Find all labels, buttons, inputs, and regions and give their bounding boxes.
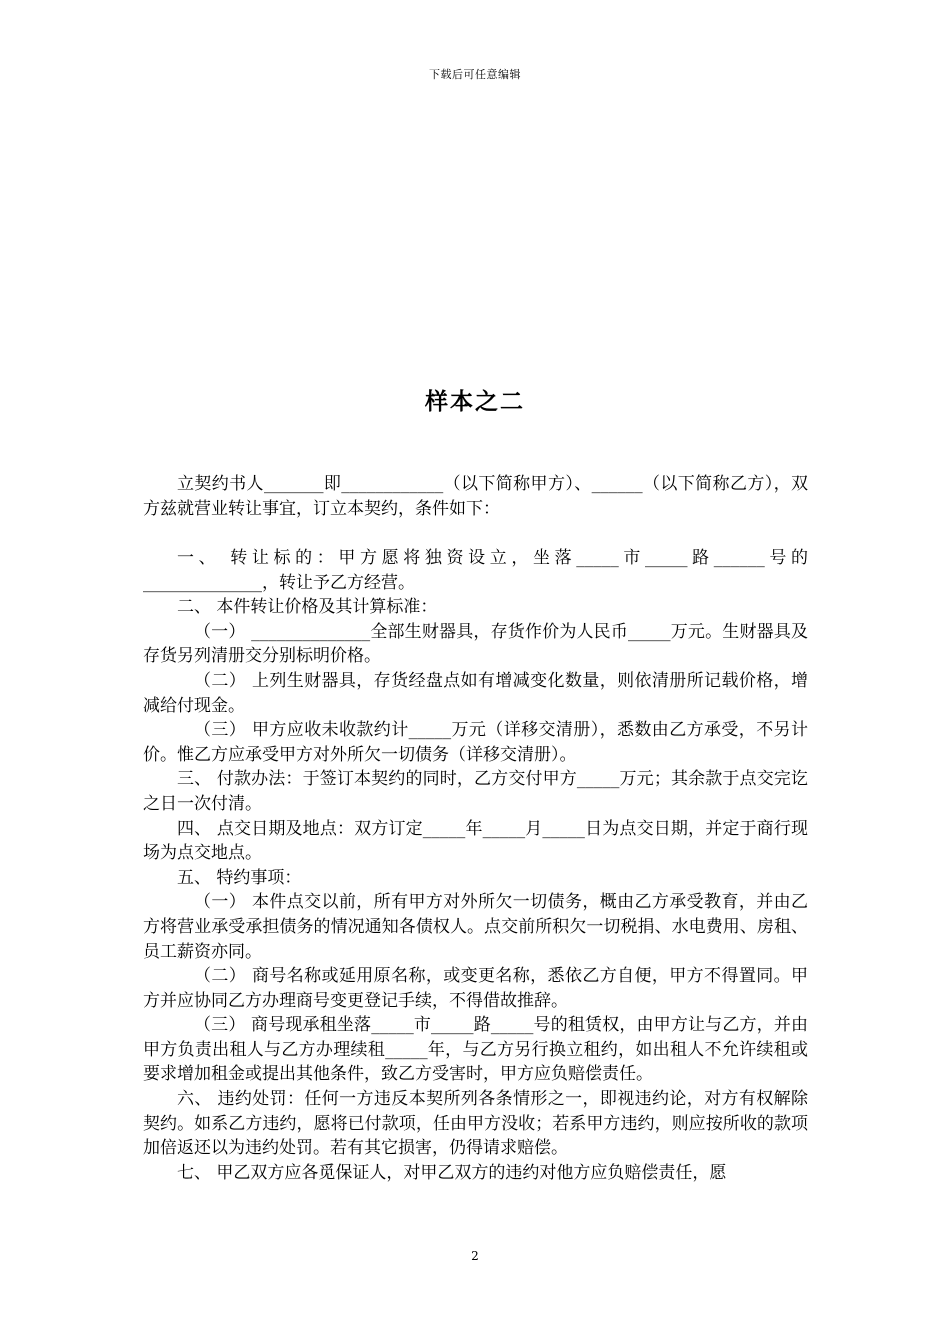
intro-paragraph: 立契约书人_______即____________（以下简称甲方）、______（以下简称乙方），双方兹就营业转让事宜，订立本契约，条件如下： [143,474,808,519]
clause-4-handover: 四、 点交日期及地点：双方订定_____年_____月_____日为点交日期，并定于商行现场为点交地点。 [143,818,808,864]
header-note: 下载后可任意编辑 [429,68,521,81]
clause-2-price: 二、 本件转让价格及其计算标准： [177,597,438,618]
clause-5-item-1: （一） 本件点交以前，所有甲方对外所欠一切债务，概由乙方承受教育，并由乙方将营业承受承担债务的情况通知各债权人。点交前所积欠一切税捐、水电费用、房租、员工薪资亦同。 [143,892,808,962]
clause-2-item-3: （三） 甲方应收未收款约计_____万元（详移交清册），悉数由乙方承受，不另计价。惟乙方应承受甲方对外所欠一切债务（详移交清册）。 [143,720,808,765]
clause-2-item-2: （二） 上列生财器具，存货经盘点如有增减变化数量，则依清册所记载价格，增减给付现金。 [143,670,808,716]
clause-1-subject: 一、 转让标的：甲方愿将独资设立，坐落_____市_____路______号的______________，转让予乙方经营。 [143,548,808,593]
clause-7-guarantor: 七、 甲乙双方应各觅保证人，对甲乙双方的违约对他方应负赔偿责任，愿 [177,1162,727,1183]
clause-2-item-1: （一） ______________全部生财器具，存货作价为人民币_____万元。生财器具及存货另列清册交分别标明价格。 [143,621,808,667]
intro-section [143,472,808,521]
clause-6-penalty: 六、 违约处罚：任何一方违反本契所列各条情形之一，即视违约论，对方有权解除契约。如系乙方违约，愿将已付款项，任由甲方没收；若系甲方违约，则应按所收的款项加倍返还以为违约处罚。若有其它损害，仍得请求赔偿。 [143,1089,808,1159]
document-title: 样本之二 [425,388,525,415]
clause-5-item-3: （三） 商号现承租坐落_____市_____路_____号的租赁权，由甲方让与乙方，并由甲方负责出租人与乙方办理续租_____年，与乙方另行换立租约，如出租人不允许续租或要求增加租金或提出其他条件，致乙方受害时，甲方应负赔偿责任。 [143,1015,808,1085]
clause-5-item-2: （二） 商号名称或延用原名称，或变更名称，悉依乙方自便，甲方不得置同。甲方并应协同乙方办理商号变更登记手续，不得借故推辞。 [143,966,808,1011]
clauses-section [143,546,808,1185]
page-number: 2 [471,1249,479,1263]
clause-5-special-terms: 五、 特约事项： [177,867,302,888]
clause-3-payment: 三、 付款办法：于签订本契约的同时，乙方交付甲方_____万元；其余款于点交完讫之日一次付清。 [143,769,808,814]
